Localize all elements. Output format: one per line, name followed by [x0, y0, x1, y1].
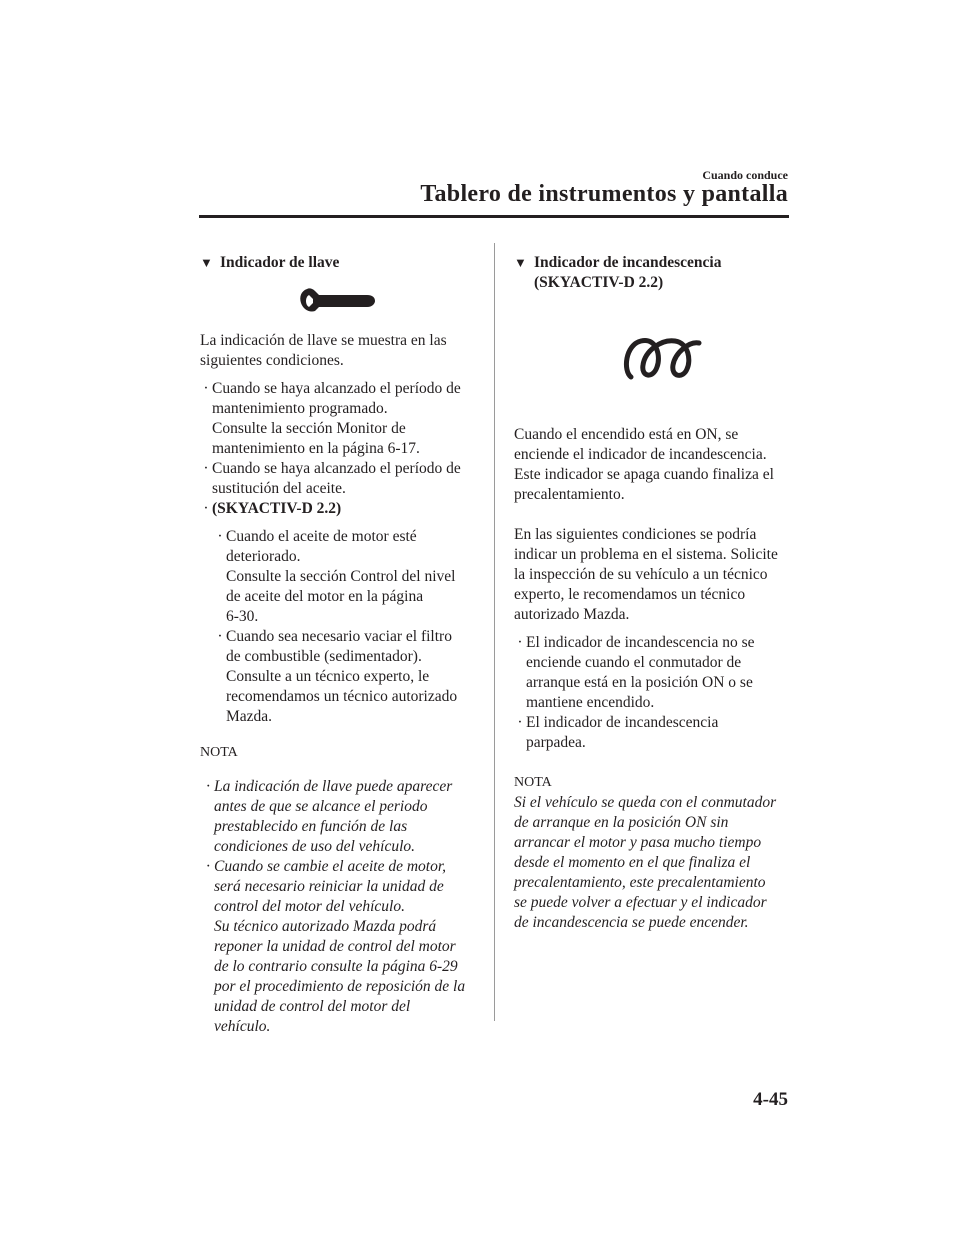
line: se puede volver a efectuar y el indicador — [514, 894, 767, 911]
wrench-conditions-list — [200, 379, 478, 519]
skyactiv-sublist — [214, 527, 478, 727]
wrench-indicator-heading — [200, 253, 478, 273]
list-item: · El indicador de incandescencia no se enciende cuando el conmutador de arranque está en la posición ON o se mantiene encendido. — [517, 634, 755, 711]
line: parpadea. — [526, 734, 586, 751]
list-item: · Cuando se haya alcanzado el período de sustitución del aceite. — [203, 460, 461, 497]
line: arrancar el motor y pasa mucho tiempo — [514, 834, 762, 851]
line: Cuando el encendido está en ON, se — [514, 426, 739, 443]
line: control del motor del vehículo. — [214, 898, 405, 915]
header-rule — [199, 215, 789, 218]
line: 6-30. — [226, 608, 259, 625]
line: de incandescencia se puede encender. — [514, 914, 749, 931]
line: Consulte a un técnico experto, le — [226, 668, 430, 685]
heading-text: (SKYACTIV-D 2.2) — [534, 274, 664, 291]
line: sustitución del aceite. — [212, 480, 346, 497]
glow-conditions-list — [514, 633, 792, 753]
column-divider — [494, 243, 495, 1021]
line: desde el momento en el que finaliza el — [514, 854, 751, 871]
line: de lo contrario consulte la página 6-29 — [214, 958, 458, 975]
line: experto, le recomendamos un técnico — [514, 586, 746, 603]
section-triangle-icon: ▼ — [200, 255, 213, 270]
line: El indicador de incandescencia no se — [526, 634, 755, 651]
line: vehículo. — [214, 1018, 271, 1035]
line: Consulte la sección Monitor de — [212, 420, 406, 437]
line: por el procedimiento de reposición de la — [214, 978, 466, 995]
list-item: · La indicación de llave puede aparecer antes de que se alcance el periodo prestablecido en función de las condiciones de uso del vehículo. — [206, 778, 453, 855]
right-column — [514, 253, 792, 933]
line: precalentamiento. — [514, 486, 625, 503]
nota-label: NOTA — [200, 745, 238, 760]
line: Consulte la sección Control del nivel — [226, 568, 456, 585]
line: La indicación de llave puede aparecer — [214, 778, 453, 795]
page-number: 4-45 — [753, 1089, 788, 1110]
line: Cuando se haya alcanzado el período de — [212, 380, 461, 397]
line: siguientes condiciones. — [200, 352, 344, 369]
line: enciende el indicador de incandescencia. — [514, 446, 767, 463]
glow-plug-coil-icon — [538, 335, 792, 381]
line: condiciones de uso del vehículo. — [214, 838, 416, 855]
line: El indicador de incandescencia — [526, 714, 719, 731]
list-item: · Cuando se haya alcanzado el período de mantenimiento programado. Consulte la sección Monitor de mantenimiento en la página 6-17. — [203, 380, 461, 457]
line: Su técnico autorizado Mazda podrá — [214, 918, 437, 935]
glow-para-1 — [514, 425, 792, 505]
line: deteriorado. — [226, 548, 301, 565]
line: Mazda. — [226, 708, 273, 725]
line: mantenimiento en la página 6-17. — [212, 440, 420, 457]
line: arranque está en la posición ON o se — [526, 674, 753, 691]
line: prestablecido en función de las — [214, 818, 408, 835]
nota-text — [514, 793, 792, 933]
line: En las siguientes condiciones se podría — [514, 526, 757, 543]
section-triangle-icon: ▼ — [514, 255, 527, 270]
list-item: · Cuando el aceite de motor esté deteriorado. Consulte la sección Control del nivel de aceite del motor en la página 6-30. — [217, 528, 456, 625]
wrench-icon — [200, 285, 478, 317]
line: mantenimiento programado. — [212, 400, 388, 417]
line: (SKYACTIV-D 2.2) — [212, 500, 342, 517]
line: será necesario reiniciar la unidad de — [214, 878, 444, 895]
line: de arranque en la posición ON sin — [514, 814, 729, 831]
line: unidad de control del motor del — [214, 998, 411, 1015]
line: la inspección de su vehículo a un técnico — [514, 566, 768, 583]
line: indicar un problema en el sistema. Solicite — [514, 546, 778, 563]
line: enciende cuando el conmutador de — [526, 654, 742, 671]
line: precalentamiento, este precalentamiento — [514, 874, 766, 891]
heading-text: Indicador de llave — [220, 254, 340, 271]
line: de aceite del motor en la página — [226, 588, 424, 605]
line: Cuando el aceite de motor esté — [226, 528, 417, 545]
line: de combustible (sedimentador). — [226, 648, 422, 665]
list-item: · Cuando sea necesario vaciar el filtro de combustible (sedimentador). Consulte a un técnico experto, le recomendamos un técnico autorizado Mazda. — [217, 628, 458, 725]
list-item: · (SKYACTIV-D 2.2) — [203, 500, 342, 517]
line: La indicación de llave se muestra en las — [200, 332, 447, 349]
list-item: · El indicador de incandescencia parpadea. — [517, 714, 719, 751]
line: Cuando sea necesario vaciar el filtro — [226, 628, 452, 645]
line: Cuando se cambie el aceite de motor, — [214, 858, 447, 875]
line: Cuando se haya alcanzado el período de — [212, 460, 461, 477]
left-column — [200, 253, 478, 1037]
list-item: · Cuando se cambie el aceite de motor, será necesario reiniciar la unidad de control del motor del vehículo. Su técnico autorizado Mazda podrá reponer la unidad de control del motor de lo contrario consulte la página 6-29 por el procedimiento de reposición de la unidad de control del motor del vehículo. — [206, 858, 466, 1035]
line: antes de que se alcance el periodo — [214, 798, 428, 815]
line: Si el vehículo se queda con el conmutador — [514, 794, 777, 811]
line: recomendamos un técnico autorizado — [226, 688, 458, 705]
nota-list — [202, 777, 478, 1037]
glow-indicator-heading — [514, 253, 792, 293]
line: Este indicador se apaga cuando finaliza el — [514, 466, 774, 483]
glow-para-2 — [514, 525, 792, 625]
heading-text: Indicador de incandescencia — [534, 254, 722, 271]
nota-label: NOTA — [514, 775, 552, 790]
header-section-label: Cuando conduce — [702, 168, 788, 182]
page-title: Tablero de instrumentos y pantalla — [420, 181, 788, 207]
line: mantiene encendido. — [526, 694, 655, 711]
wrench-intro — [200, 331, 478, 371]
line: autorizado Mazda. — [514, 606, 630, 623]
line: reponer la unidad de control del motor — [214, 938, 456, 955]
